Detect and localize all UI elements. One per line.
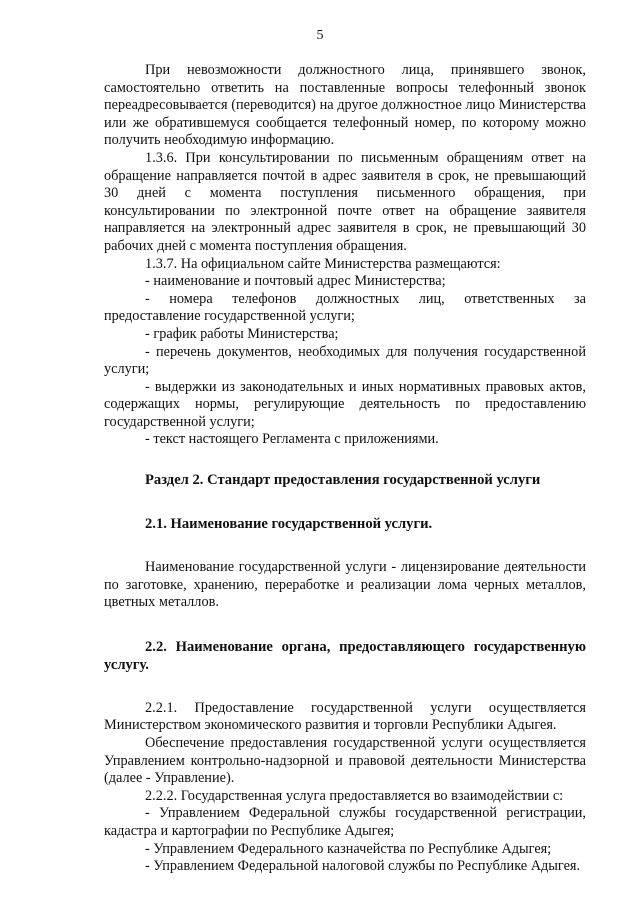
list-item: - номера телефонов должностных лиц, ответственных за предоставление государственной услуги;	[104, 290, 586, 325]
subsection-2-2-heading: 2.2. Наименование органа, предоставляющего государственную услугу.	[104, 638, 586, 673]
section-2-heading: Раздел 2. Стандарт предоставления государственной услуги	[145, 472, 541, 489]
document-body	[104, 62, 586, 876]
paragraph-2-2-1: 2.2.1. Предоставление государственной услуги осуществляется Министерством экономического развития и торговли Республики Адыгея.	[104, 699, 586, 734]
paragraph-1-3-6: 1.3.6. При консультировании по письменным обращениям ответ на обращение направляется почтой в адрес заявителя в срок, не превышающий 30 дней с момента поступления письменного обращения, при консультировании по электронной почте ответ на обращение заявителя направляется на электронный адрес заявителя в срок, не превышающий 30 рабочих дней с момента поступления обращения.	[104, 149, 586, 254]
paragraph-call-redirect: При невозможности должностного лица, принявшего звонок, самостоятельно ответить на поставленные вопросы телефонный звонок переадресовывается (переводится) на другое должностное лицо Министерства или же обратившемуся сообщается телефонный номер, по которому можно получить необходимую информацию.	[104, 62, 586, 149]
list-item: - график работы Министерства;	[145, 325, 339, 342]
paragraph-2-2-2: 2.2.2. Государственная услуга предоставляется во взаимодействии с:	[145, 787, 564, 804]
list-item: - Управлением Федеральной налоговой службы по Республике Адыгея.	[145, 858, 581, 875]
list-item: - Управлением Федеральной службы государственной регистрации, кадастра и картографии по Республике Адыгея;	[104, 805, 586, 839]
list-item: - наименование и почтовый адрес Министерства;	[145, 273, 446, 290]
paragraph-1-3-7: 1.3.7. На официальном сайте Министерства размещаются:	[145, 255, 501, 272]
page-number: 5	[316, 28, 324, 43]
paragraph-2-1-text: Наименование государственной услуги - лицензирование деятельности по заготовке, хранению, переработке и реализации лома черных металлов, цветных металлов.	[104, 559, 586, 611]
subsection-2-1-heading: 2.1. Наименование государственной услуги.	[145, 516, 433, 533]
list-item: - Управлением Федерального казначейства по Республике Адыгея;	[145, 840, 552, 857]
list-item: - выдержки из законодательных и иных нормативных правовых актов, содержащих нормы, регулирующие деятельность по предоставлению государственной услуги;	[104, 378, 586, 430]
list-item: - перечень документов, необходимых для получения государственной услуги;	[104, 343, 586, 378]
paragraph-provision: Обеспечение предоставления государственной услуги осуществляется Управлением контрольно-надзорной и правовой деятельности Министерства (далее - Управление).	[104, 735, 586, 787]
list-item: - текст настоящего Регламента с приложениями.	[145, 431, 439, 448]
